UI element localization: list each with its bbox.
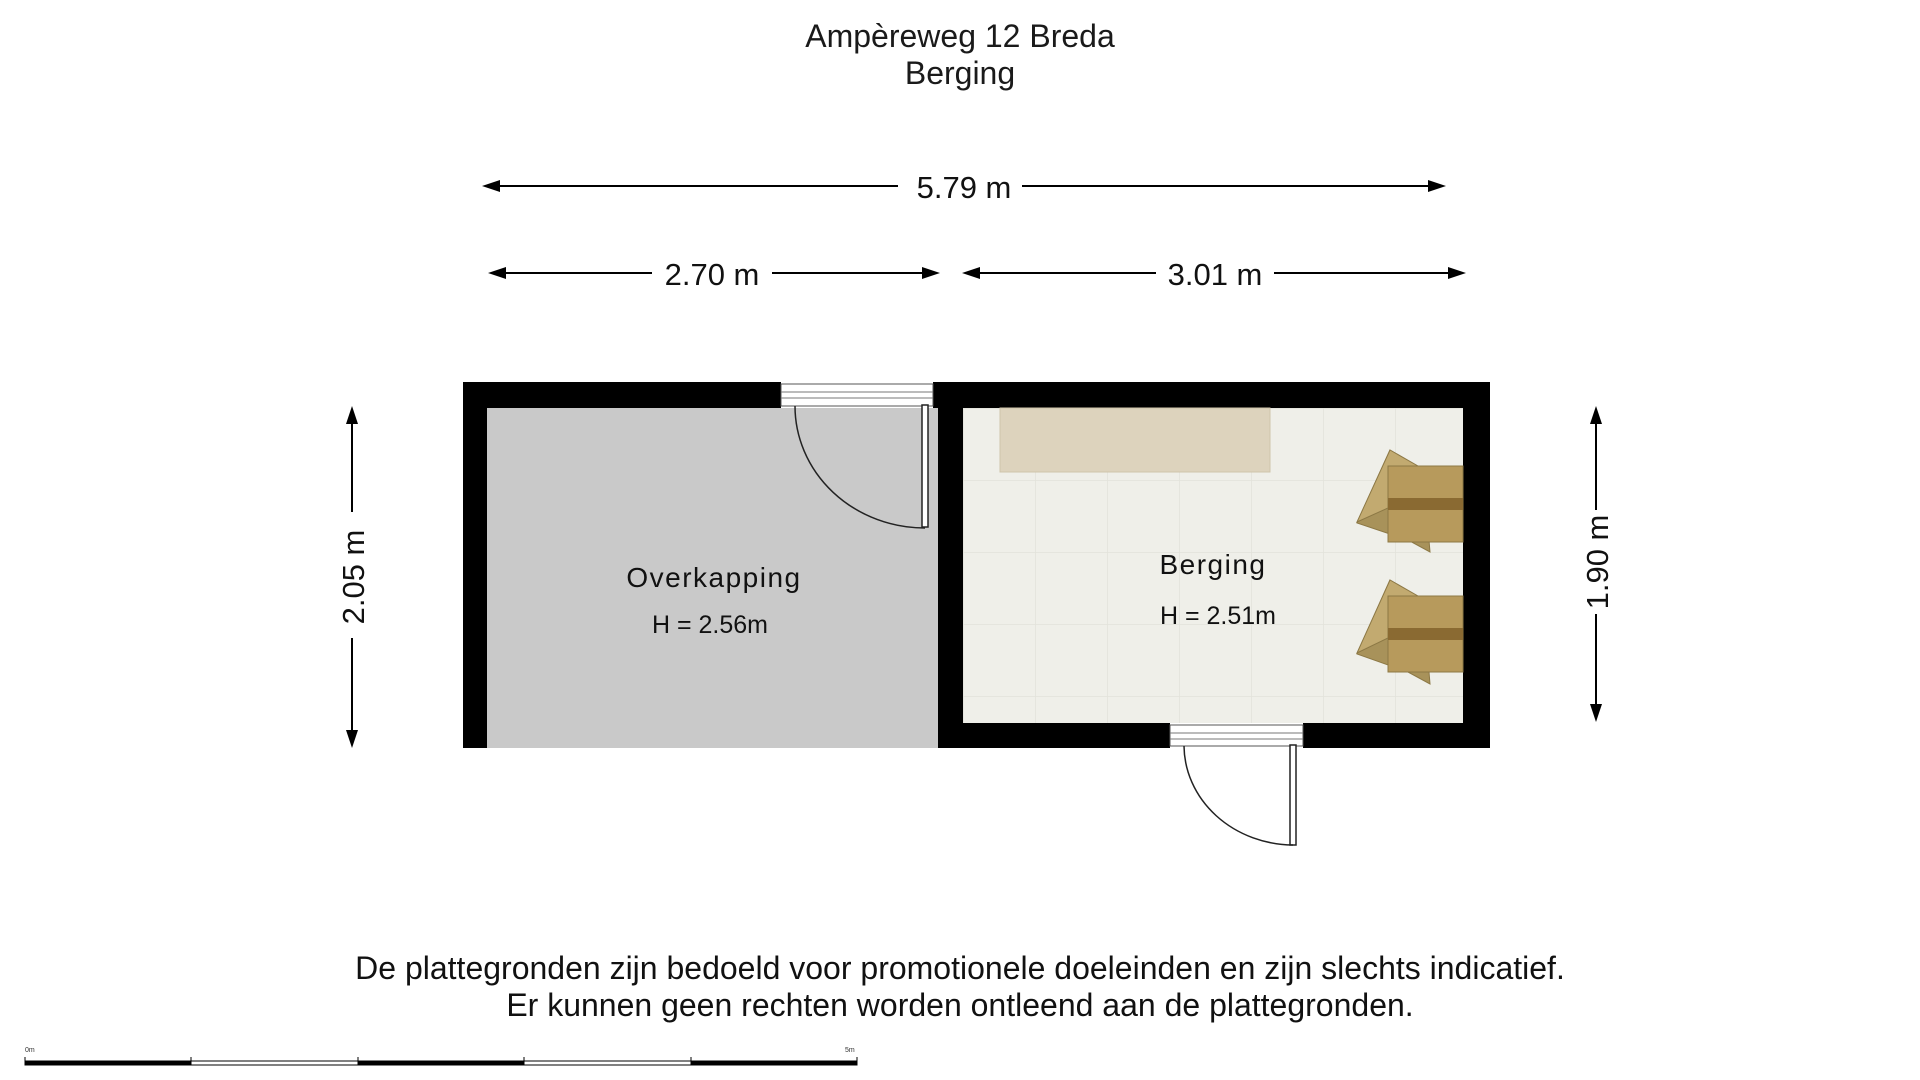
room-name-berging: Berging: [1159, 549, 1267, 580]
shelf-unit: [1000, 408, 1270, 472]
scale-bar-start-label: 0m: [25, 1047, 35, 1054]
disclaimer-line-2: Er kunnen geen rechten worden ontleend aan de plattegronden.: [506, 987, 1414, 1023]
disclaimer-line-1: De plattegronden zijn bedoeld voor promotionele doeleinden en zijn slechts indicatief.: [355, 950, 1565, 986]
room-name-overkapping: Overkapping: [626, 562, 802, 593]
scale-bar: [25, 1057, 857, 1065]
dimension-left-width-label: 2.70 m: [664, 257, 760, 292]
dimension-right-height-label: 1.90 m: [1580, 514, 1615, 610]
scale-bar-end-label: 5m: [845, 1047, 855, 1054]
dimension-left-height-label: 2.05 m: [336, 529, 371, 625]
dimension-right-width-label: 3.01 m: [1167, 257, 1263, 292]
plan-address: Ampèreweg 12 Breda: [805, 18, 1115, 54]
door-berging: [1170, 725, 1303, 845]
dimension-total-width-label: 5.79 m: [916, 170, 1012, 205]
room-height-overkapping: H = 2.56m: [651, 611, 769, 639]
room-height-berging: H = 2.51m: [1159, 602, 1277, 630]
plan-subtitle: Berging: [904, 55, 1016, 91]
